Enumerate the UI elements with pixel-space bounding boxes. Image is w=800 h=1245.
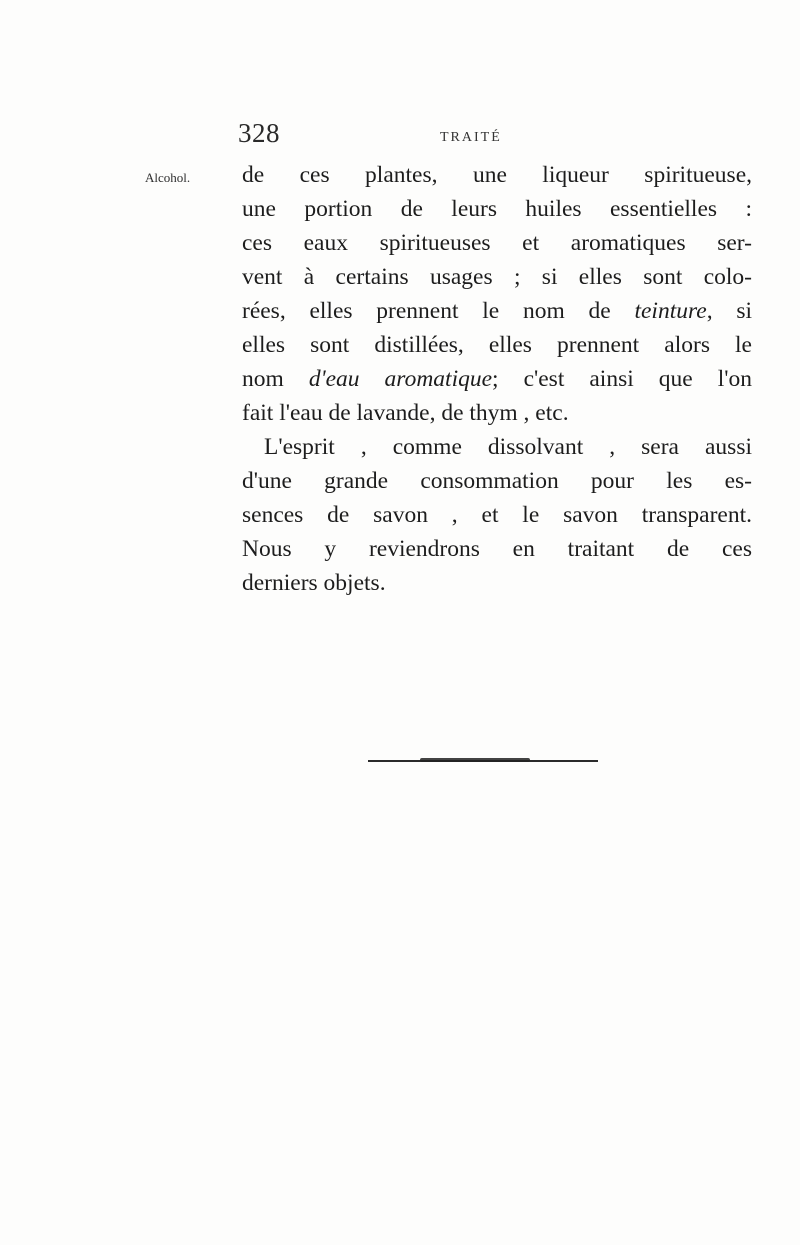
text-line: de ces plantes, une liqueur spiritueuse, bbox=[242, 162, 752, 188]
text-line: L'esprit , comme dissolvant , sera aussi bbox=[264, 434, 752, 460]
text-line: Nous y reviendrons en traitant de ces bbox=[242, 536, 752, 562]
paragraph-2 bbox=[242, 430, 752, 600]
italic-term: d'eau aromatique bbox=[308, 366, 493, 392]
text-line: derniers objets. bbox=[242, 570, 386, 596]
text-line: elles sont distillées, elles prennent alors le bbox=[242, 332, 752, 358]
page-number: 328 bbox=[238, 118, 280, 148]
running-head: TRAITÉ bbox=[440, 130, 502, 145]
text-line: vent à certains usages ; si elles sont colo- bbox=[242, 264, 752, 290]
text-line: ces eaux spiritueuses et aromatiques ser- bbox=[242, 230, 752, 256]
text-segment: nom bbox=[242, 366, 309, 392]
italic-term: teinture bbox=[634, 298, 707, 324]
text-line: fait l'eau de lavande, de thym , etc. bbox=[242, 400, 569, 426]
text-line: d'une grande consommation pour les es- bbox=[242, 468, 752, 494]
text-line: sences de savon , et le savon transparent. bbox=[242, 502, 752, 528]
text-line: une portion de leurs huiles essentielles : bbox=[242, 196, 752, 222]
body-text bbox=[242, 158, 752, 600]
margin-note: Alcohol. bbox=[145, 170, 191, 185]
text-segment: , si bbox=[706, 298, 752, 324]
paragraph-1 bbox=[242, 158, 752, 430]
text-segment: rées, elles prennent le nom de bbox=[242, 298, 635, 324]
text-segment: ; c'est ainsi que l'on bbox=[492, 366, 752, 392]
end-rule-ornament bbox=[420, 758, 530, 762]
text-line bbox=[242, 294, 752, 328]
text-line bbox=[242, 362, 752, 396]
